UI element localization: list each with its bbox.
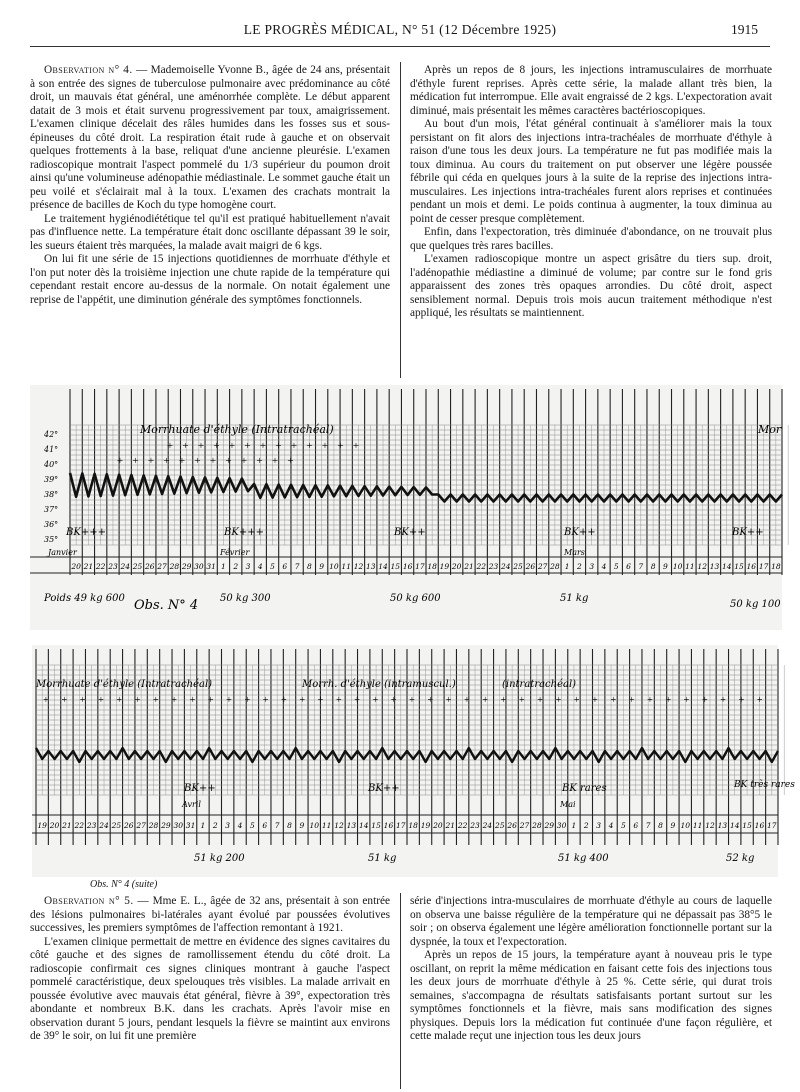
injection-plus-mark: +	[555, 695, 562, 706]
chart-1-day-label: 9	[662, 562, 668, 571]
chart-2-day-label: 28	[148, 821, 159, 830]
injection-plus-mark: +	[628, 695, 635, 706]
chart-2-day-label: 8	[287, 821, 292, 830]
injection-plus-mark: +	[354, 695, 360, 706]
obs4-lead: Observation n° 4.	[44, 64, 133, 76]
chart-2-day-label: 8	[658, 821, 663, 830]
injection-plus-mark: +	[171, 695, 177, 706]
injection-plus-mark: +	[445, 695, 452, 706]
ytick-36: 36°	[44, 520, 59, 529]
obs4-paragraph-1	[30, 64, 390, 213]
chart-1-day-label: 27	[537, 562, 548, 571]
chart-1-day-label: 29	[181, 562, 192, 571]
injection-plus-mark: +	[43, 695, 49, 706]
chart-1-legend: Morrhuate d'éthyle (Intratrachéal)	[140, 423, 334, 436]
injection-plus-mark: +	[610, 695, 617, 706]
chart-1-day-label: 8	[306, 562, 312, 571]
chart-2-day-label: 25	[111, 821, 122, 830]
chart-1-day-label: 23	[108, 562, 118, 571]
chart-2-legend-2: Morrh. d'éthyle (intramuscul.)	[302, 679, 456, 690]
injection-plus-mark: +	[194, 455, 201, 467]
running-header	[42, 22, 758, 40]
injection-plus-mark: +	[61, 695, 68, 706]
chart-1-month-3: Mars	[564, 548, 585, 557]
chart-1-day-label: 23	[488, 562, 499, 571]
chart-2-svg	[32, 645, 795, 877]
chart-1-day-label: 26	[145, 562, 155, 571]
chart-2-day-label: 20	[49, 821, 60, 830]
chart-2-bk-1: BK++	[184, 783, 216, 794]
chart-2-weight-2: 51 kg	[368, 853, 397, 864]
temperature-chart-2	[32, 645, 795, 877]
chart-1-day-label: 26	[525, 562, 536, 571]
chart-1-weight-3: 50 kg 600	[390, 593, 441, 604]
chart-1-day-label: 16	[746, 562, 757, 571]
chart-1-day-label: 20	[451, 562, 462, 571]
obs5-paragraph-3: série d'injections intra-musculaires de morrhuate d'éthyle au cours de laquelle on observa une baisse régulière de la température qui ne dépassait pas 38°5 le soir ; on observa également une légère amélioration fonctionnelle portant sur la dyspnée, la toux et l'expectoration.	[410, 895, 772, 948]
chart-1-day-label: 2	[577, 562, 582, 571]
chart-2-day-label: 5	[621, 821, 626, 830]
chart-1-day-label: 30	[194, 562, 204, 571]
chart-1-day-label: 11	[341, 562, 351, 571]
chart-2-day-label: 10	[680, 821, 691, 830]
chart-1-day-label: 24	[120, 562, 131, 571]
injection-plus-mark: +	[756, 695, 763, 706]
chart-2-day-label: 4	[608, 821, 614, 830]
injection-plus-mark: +	[152, 695, 159, 706]
obs4-p1-text: — Mademoiselle Yvonne B., âgée de 24 ans, présentait à son entrée des signes de tuberculose pulmonaire avec prédominance au côté droit, un mauvais état général, une aménorrhée complète. Le début apparent datait de 3 mois et était survenu progressivement par toux, amaigrissement. L'examen clinique décelait des râles humides dans les fosses sus et sous-épineuses du côté droit. La respiration était rude à gauche et on observait quelques frottements à la base, reliquat d'une ancienne pleurésie. L'examen radioscopique montrait l'aspect pommelé du 1/3 supérieur du poumon droit ainsi qu'une volumineuse adénopathie médiastinale. Le sommet gauche était un peu voilé et s'éclairait mal à la toux. L'examen des crachats montrait la présence de bacilles de Koch du type homogène court.	[30, 64, 391, 211]
chart-1-day-label: 15	[390, 562, 401, 571]
chart-2-day-label: 11	[321, 821, 332, 830]
chart-2-day-label: 15	[742, 821, 752, 830]
chart-2-day-label: 18	[408, 821, 418, 830]
chart-2-legend-3: (intratrachéal)	[502, 679, 577, 690]
chart-1-day-label: 21	[464, 562, 474, 571]
chart-2-day-label: 10	[309, 821, 320, 830]
column-right-top	[410, 64, 772, 321]
chart-1-day-label: 31	[206, 562, 216, 571]
chart-1-day-label: 6	[282, 562, 288, 571]
injection-plus-mark: +	[228, 440, 236, 452]
chart-2-day-label: 7	[274, 821, 280, 830]
chart-2-day-label: 30	[173, 821, 183, 830]
obs4-paragraph-7: L'examen radioscopique montre un aspect grisâtre du tiers sup. droit, l'adénopathie médiastine a diminué de volume; par contre sur le fond gris apparaissent des zones très opaques arrondies. Du côté droit, aspect sensiblement normal. Depuis trois mois aucun traitement méthodique n'est appliqué, les résultats se maintiennent.	[410, 253, 772, 319]
injection-plus-mark: +	[240, 455, 248, 467]
chart-2-day-label: 3	[596, 821, 602, 830]
injection-plus-mark: +	[482, 695, 489, 706]
chart-1-bk-5: BK++	[732, 527, 764, 538]
chart-1-day-label: 2	[233, 562, 239, 571]
chart-2-weight-4: 52 kg	[726, 853, 755, 864]
chart-2-caption: Obs. N° 4 (suite)	[90, 879, 158, 890]
column-right-bottom	[410, 895, 772, 1044]
injection-plus-mark: +	[225, 455, 232, 467]
chart-1-day-label: 22	[95, 562, 106, 571]
chart-2-bk-2: BK++	[368, 783, 400, 794]
chart-2-day-label: 16	[754, 821, 765, 830]
chart-1-day-label: 28	[550, 562, 560, 571]
ytick-40: 40°	[44, 460, 59, 469]
temperature-chart-1	[30, 385, 782, 630]
chart-2-day-label: 12	[334, 821, 344, 830]
obs5-paragraph-4: Après un repos de 15 jours, la température ayant à nouveau pris le type oscillant, on reprit la même médication en faisant cette fois des injections tous les deux jours de morrhuate d'éthyle à 25 %. Cette série, qui durat trois semaines, s'accompagna de résultats satisfaisants portant surtout sur les symptômes fonctionnels et la fièvre, mais sans modification des signes physiques. Depuis lors la médication fut continuée d'une façon régulière, et cette malade reçut une injection tous les deux jours	[410, 949, 772, 1042]
chart-2-day-label: 16	[383, 821, 394, 830]
chart-1-month-1: Janvier	[48, 548, 77, 557]
injection-plus-mark: +	[390, 695, 397, 706]
chart-1-day-label: 15	[734, 562, 744, 571]
chart-1-day-label: 14	[721, 562, 732, 571]
injection-plus-mark: +	[592, 695, 598, 706]
chart-1-day-label: 22	[476, 562, 487, 571]
chart-1-day-label: 3	[245, 562, 251, 571]
chart-1-day-label: 14	[378, 562, 388, 571]
injection-plus-mark: +	[182, 440, 189, 452]
chart-2-day-label: 2	[212, 821, 218, 830]
chart-2-weight-1: 51 kg 200	[194, 853, 245, 864]
injection-plus-mark: +	[116, 455, 124, 467]
chart-2-month-2: Mai	[560, 800, 576, 809]
chart-1-weight-5: 50 kg 100	[730, 599, 781, 610]
injection-plus-mark: +	[189, 695, 196, 706]
injection-plus-mark: +	[163, 455, 170, 467]
chart-2-day-label: 21	[62, 821, 72, 830]
injection-plus-mark: +	[518, 695, 525, 706]
injection-plus-mark: +	[352, 440, 360, 452]
chart-2-day-label: 3	[225, 821, 231, 830]
injection-plus-mark: +	[683, 695, 690, 706]
chart-1-day-label: 4	[601, 562, 607, 571]
chart-1-day-label: 24	[501, 562, 511, 571]
ytick-42: 42°	[44, 430, 59, 439]
chart-1-day-label: 1	[564, 562, 570, 571]
column-left-bottom	[30, 895, 390, 1044]
injection-plus-mark: +	[262, 695, 269, 706]
chart-2-bk-3: BK rares	[562, 783, 607, 794]
chart-1-day-label: 10	[329, 562, 339, 571]
header-rule	[30, 46, 770, 47]
chart-1-day-label: 18	[427, 562, 437, 571]
obs4-paragraph-3: On lui fit une série de 15 injections quotidiennes de morrhuate d'éthyle et l'on put noter dès la troisième injection une chute rapide de la température qui cependant restait encore au-dessus de la normale. On notait également une reprise de l'appétit, une diminution générale des symptômes fonctionnels.	[30, 253, 390, 306]
injection-plus-mark: +	[197, 440, 205, 452]
chart-2-day-label: 13	[346, 821, 357, 830]
chart-1-day-label: 8	[650, 562, 656, 571]
chart-1-svg	[30, 385, 782, 630]
injection-plus-mark: +	[290, 440, 298, 452]
chart-2-day-label: 27	[136, 821, 146, 830]
injection-plus-mark: +	[409, 695, 415, 706]
column-left-top	[30, 64, 390, 307]
chart-2-day-label: 24	[99, 821, 109, 830]
chart-2-day-label: 20	[433, 821, 443, 830]
chart-1-day-label: 5	[613, 562, 619, 571]
injection-plus-mark: +	[665, 695, 672, 706]
chart-1-weight-1: Poids 49 kg 600	[44, 593, 125, 604]
chart-2-day-label: 23	[470, 821, 480, 830]
injection-plus-mark: +	[500, 695, 507, 706]
chart-2-day-label: 28	[532, 821, 542, 830]
chart-2-day-label: 5	[250, 821, 255, 830]
injection-plus-mark: +	[335, 695, 342, 706]
chart-2-day-label: 4	[237, 821, 243, 830]
chart-1-day-label: 25	[132, 562, 143, 571]
page-number: 1915	[731, 22, 758, 37]
column-divider-top	[400, 62, 401, 378]
injection-plus-mark: +	[275, 440, 282, 452]
chart-2-day-label: 26	[123, 821, 134, 830]
injection-plus-mark: +	[79, 695, 86, 706]
chart-1-month-2: Février	[220, 548, 250, 557]
chart-1-day-label: 13	[365, 562, 376, 571]
ytick-35: 35°	[44, 535, 59, 544]
injection-plus-mark: +	[321, 440, 329, 452]
chart-1-day-label: 27	[157, 562, 167, 571]
ytick-37: 37°	[44, 505, 59, 514]
chart-1-day-label: 7	[638, 562, 644, 571]
chart-2-day-label: 6	[633, 821, 639, 830]
ytick-39: 39°	[44, 475, 59, 484]
chart-1-bk-2: BK+++	[224, 527, 264, 538]
chart-1-day-label: 28	[169, 562, 180, 571]
injection-plus-mark: +	[317, 695, 324, 706]
chart-1-bk-3: BK++	[394, 527, 426, 538]
chart-1-caption: Obs. N° 4	[134, 598, 199, 613]
chart-2-day-label: 29	[161, 821, 171, 830]
injection-plus-mark: +	[244, 440, 251, 452]
chart-2-day-label: 22	[74, 821, 85, 830]
injection-plus-mark: +	[337, 440, 344, 452]
chart-1-day-label: 17	[415, 562, 425, 571]
chart-2-month-1: Avril	[182, 800, 201, 809]
injection-plus-mark: +	[281, 695, 287, 706]
injection-plus-mark: +	[287, 455, 294, 467]
chart-2-day-label: 6	[262, 821, 268, 830]
obs5-p1-text: — Mme E. L., âgée de 32 ans, présentait à son entrée des lésions pulmonaires bi-latérales ayant évolué par poussées évolutives successives, les premiers symptômes de l'affection remontant à 1921.	[30, 895, 391, 934]
journal-title: LE PROGRÈS MÉDICAL, N° 51 (12 Décembre 1925)	[243, 22, 557, 37]
injection-plus-mark: +	[207, 695, 214, 706]
injection-plus-mark: +	[209, 455, 217, 467]
obs4-paragraph-6: Enfin, dans l'expectoration, très diminuée d'abondance, on ne trouvait plus que quelques très rares bacilles.	[410, 226, 772, 252]
injection-plus-mark: +	[244, 695, 251, 706]
chart-2-day-label: 25	[494, 821, 505, 830]
chart-2-day-label: 14	[358, 821, 369, 830]
injection-plus-mark: +	[427, 695, 434, 706]
chart-1-day-label: 11	[685, 562, 695, 571]
chart-1-day-label: 10	[672, 562, 683, 571]
chart-2-day-label: 19	[420, 821, 431, 830]
chart-2-day-label: 30	[556, 821, 567, 830]
injection-plus-mark: +	[720, 695, 726, 706]
ytick-38: 38°	[44, 490, 59, 499]
chart-2-day-label: 17	[396, 821, 406, 830]
obs5-paragraph-2: L'examen clinique permettait de mettre en évidence des signes cavitaires du côté gauche et des signes de ramollissement étendu du côté droit. La radioscopie confirmait ces signes cliniques montrant à gauche l'aspect pommelé caractéristique, deux spelouques très visibles. La malade arrivait en poussée évolutive avec mauvais état général, fièvre à 39°, expectoration très abondante et nombreux B.K. dans les crachats. Après l'avoir mise en observation durant 5 jours, pendant lesquels la fièvre se maintint aux environs de 39° le soir, on lui fit une première	[30, 935, 390, 1042]
chart-1-day-label: 12	[353, 562, 364, 571]
chart-2-day-label: 2	[583, 821, 589, 830]
chart-2-day-label: 7	[645, 821, 651, 830]
chart-1-day-label: 3	[589, 562, 595, 571]
chart-1-day-label: 25	[513, 562, 523, 571]
chart-1-bk-1: BK+++	[66, 527, 106, 538]
chart-2-day-label: 11	[692, 821, 703, 830]
chart-1-legend-right: Mor	[758, 423, 782, 436]
injection-plus-mark: +	[178, 455, 186, 467]
injection-plus-mark: +	[226, 695, 232, 706]
chart-2-day-label: 9	[299, 821, 305, 830]
chart-2-day-label: 27	[519, 821, 530, 830]
injection-plus-mark: +	[134, 695, 141, 706]
chart-1-day-label: 13	[709, 562, 720, 571]
chart-2-day-label: 29	[544, 821, 554, 830]
chart-2-day-label: 24	[482, 821, 493, 830]
chart-1-day-label: 4	[257, 562, 263, 571]
chart-2-day-label: 1	[200, 821, 206, 830]
injection-plus-mark: +	[537, 695, 543, 706]
chart-2-day-label: 22	[457, 821, 468, 830]
chart-1-weight-2: 50 kg 300	[220, 593, 271, 604]
injection-plus-mark: +	[213, 440, 220, 452]
chart-2-day-label: 14	[729, 821, 740, 830]
chart-1-day-label: 19	[439, 562, 450, 571]
injection-plus-mark: +	[98, 695, 104, 706]
chart-2-day-label: 23	[86, 821, 97, 830]
injection-plus-mark: +	[306, 440, 313, 452]
obs4-paragraph-4: Après un repos de 8 jours, les injections intramusculaires de morrhuate d'éthyle furent reprises. Après cette série, la malade allant très bien, la médication fut interrompue. Elle avait engraissé de 2 kgs. L'expectoration avait diminué, mais présentait les mêmes caractères bactérioscopiques.	[410, 64, 772, 117]
chart-1-day-label: 7	[294, 562, 300, 571]
injection-plus-mark: +	[738, 695, 745, 706]
chart-1-day-label: 5	[270, 562, 275, 571]
obs5-paragraph-1	[30, 895, 390, 936]
ytick-41: 41°	[44, 445, 59, 454]
obs4-paragraph-5: Au bout d'un mois, l'état général continuait à s'améliorer mais la toux persistant on fit alors des injections intra-trachéales de morrhuate d'éthyle à raison d'une tous les deux jours. La température ne fut pas modifiée mais la toux diminua. Au cours du traitement on put observer une légère poussée fébrile qui céda en quelques jours à la suite de la reprise des injections intra-musculaires. Les injections intra-trachéales furent alors reprises et continuées pendant un mois et demi. Le poids continua à augmenter, la toux diminua au point de cesser presque complètement.	[410, 118, 772, 225]
injection-plus-mark: +	[147, 455, 155, 467]
chart-2-day-label: 17	[767, 821, 777, 830]
injection-plus-mark: +	[271, 455, 279, 467]
chart-2-day-label: 9	[670, 821, 676, 830]
injection-plus-mark: +	[299, 695, 306, 706]
chart-1-day-label: 17	[758, 562, 769, 571]
chart-2-day-label: 31	[185, 821, 196, 830]
injection-plus-mark: +	[259, 440, 267, 452]
chart-1-bk-4: BK++	[564, 527, 596, 538]
chart-2-legend-1: Morrhuate d'éthyle (Intratrachéal)	[36, 679, 213, 690]
injection-plus-mark: +	[256, 455, 263, 467]
column-divider-bottom	[400, 893, 401, 1089]
chart-1-weight-4: 51 kg	[560, 593, 589, 604]
obs4-paragraph-2: Le traitement hygiénodiététique tel qu'il est pratiqué habituellement n'avait pas d'influence nette. La température était donc oscillante dépassant 39 le soir, les sueurs étaient très marquées, la malade avait maigri de 6 kgs.	[30, 212, 390, 252]
chart-2-day-label: 15	[371, 821, 381, 830]
chart-2-day-label: 26	[507, 821, 517, 830]
chart-1-day-label: 16	[402, 562, 413, 571]
injection-plus-mark: +	[647, 695, 653, 706]
injection-plus-mark: +	[464, 695, 470, 706]
chart-2-day-label: 12	[705, 821, 715, 830]
chart-1-day-label: 20	[71, 562, 81, 571]
chart-2-day-label: 13	[717, 821, 728, 830]
chart-2-day-label: 19	[37, 821, 47, 830]
chart-1-day-label: 12	[697, 562, 707, 571]
chart-2-weight-3: 51 kg 400	[558, 853, 609, 864]
chart-1-day-label: 6	[626, 562, 631, 571]
injection-plus-mark: +	[132, 455, 139, 467]
chart-2-bk-4: BK très rares	[734, 780, 795, 790]
injection-plus-mark: +	[372, 695, 379, 706]
obs5-lead: Observation n° 5.	[44, 895, 134, 907]
chart-1-day-label: 18	[771, 562, 781, 571]
injection-plus-mark: +	[701, 695, 708, 706]
injection-plus-mark: +	[116, 695, 123, 706]
chart-1-day-label: 1	[221, 562, 226, 571]
chart-1-day-label: 9	[319, 562, 325, 571]
chart-1-day-label: 21	[83, 562, 94, 571]
chart-2-day-label: 1	[571, 821, 577, 830]
injection-plus-mark: +	[166, 440, 174, 452]
injection-plus-mark: +	[573, 695, 580, 706]
chart-2-day-label: 21	[445, 821, 456, 830]
